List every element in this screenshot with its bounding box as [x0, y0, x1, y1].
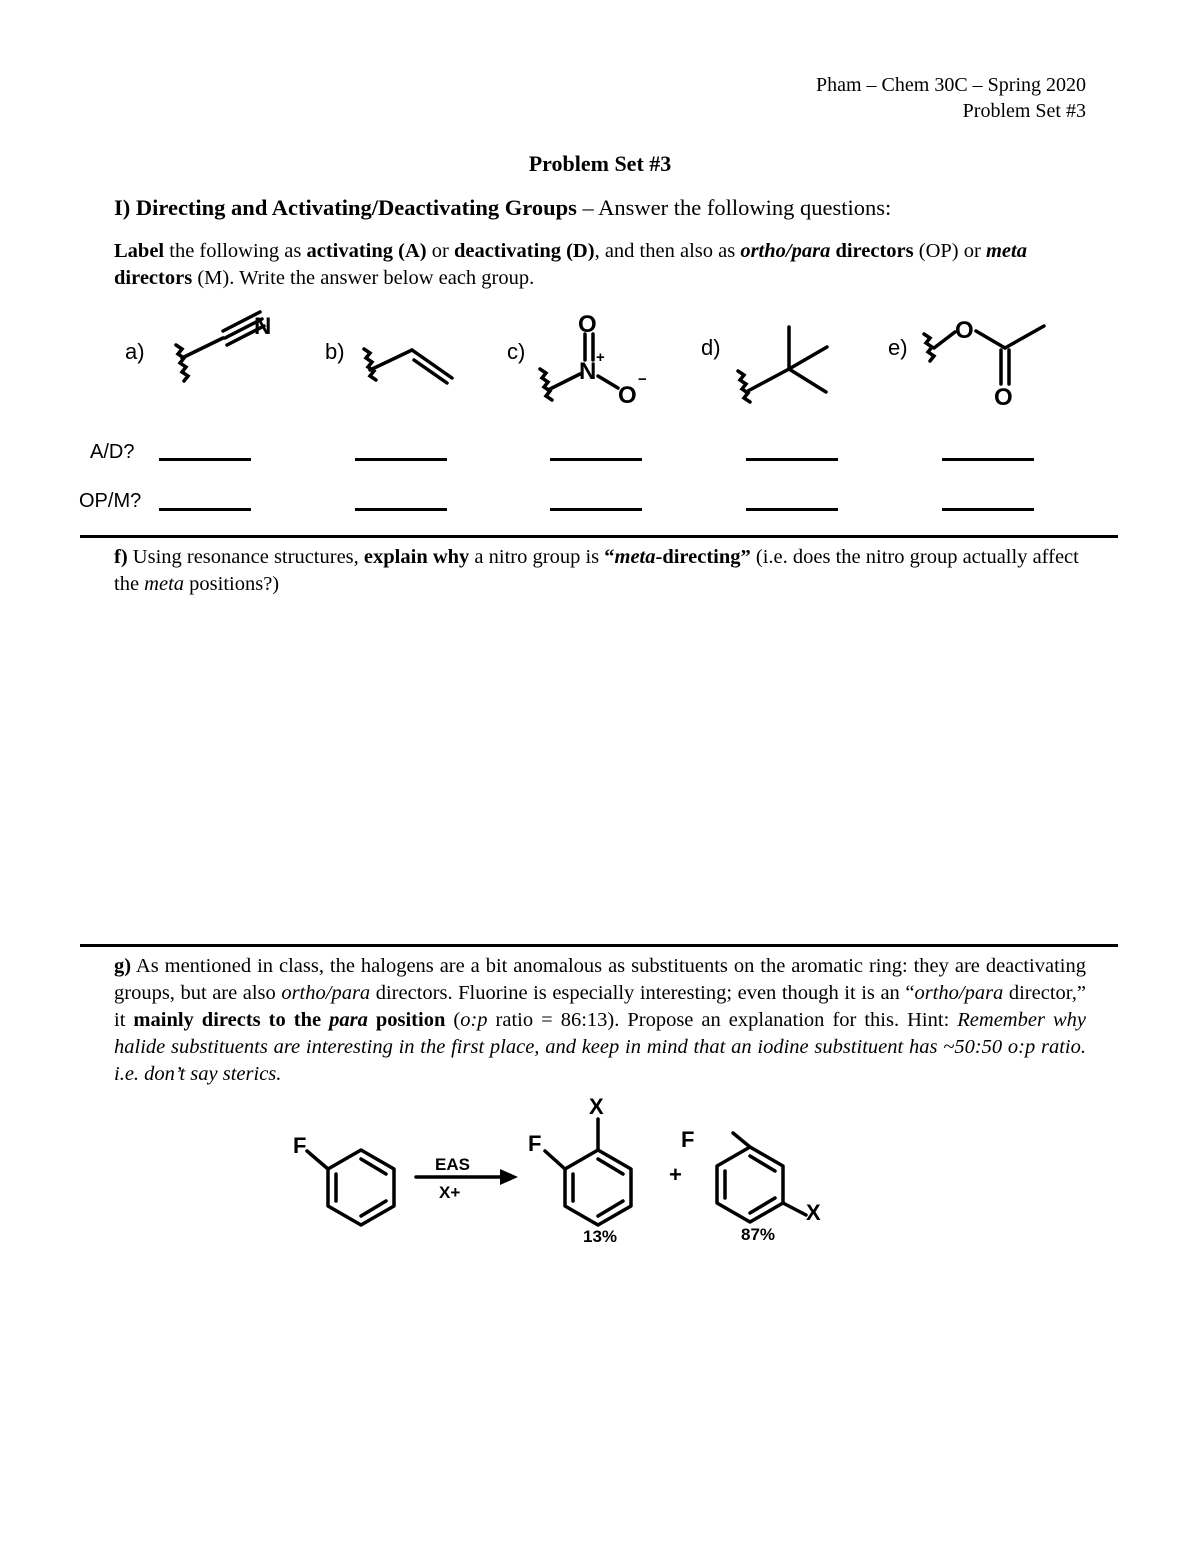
- para-percent: 87%: [741, 1225, 776, 1244]
- qg-t5: ratio = 86:13). Propose an explanation for this. Hint:: [487, 1009, 958, 1031]
- bond-b1: [370, 350, 412, 370]
- reaction-scheme: [0, 1085, 1200, 1260]
- bond-d4: [789, 369, 826, 392]
- qf-meta2: meta: [144, 573, 185, 595]
- instr-directors1: directors: [830, 240, 914, 262]
- qg-hint: Remember why halide substituents are interesting in the first place, and keep in mind that an iodine substituent has ~50:50 o:p ratio. i.e. don’t say sterics.: [114, 1009, 1086, 1085]
- qg-t4: (: [445, 1009, 461, 1031]
- ring-start: [328, 1150, 394, 1225]
- instr-t1: the following as: [164, 240, 307, 262]
- answer-ad-d[interactable]: [746, 458, 838, 461]
- arrow-label-top: EAS: [435, 1155, 470, 1174]
- qf-bold1: explain why: [363, 546, 470, 568]
- qf-qopen: “: [604, 546, 615, 568]
- question-g: [114, 953, 1086, 1088]
- arrow-head: [500, 1169, 518, 1185]
- atom-para-F: F: [681, 1127, 695, 1152]
- answer-ad-a[interactable]: [159, 458, 251, 461]
- bond-a1: [182, 338, 223, 358]
- ring-para: [717, 1147, 783, 1222]
- question-f: [114, 544, 1086, 598]
- bond-para-X: [783, 1203, 806, 1215]
- answer-ad-e[interactable]: [942, 458, 1034, 461]
- qg-ortho-para2: ortho/para: [914, 982, 1004, 1004]
- atom-c-O-right: O: [618, 382, 637, 409]
- qg-bold2: position: [367, 1009, 446, 1031]
- qg-t3: director,” it: [114, 982, 1086, 1031]
- header-pset: Problem Set #3: [962, 100, 1086, 122]
- bond-c3: [598, 376, 618, 388]
- instr-t2: or: [426, 240, 454, 262]
- bond-e3: [1005, 326, 1044, 348]
- qf-t4: positions?): [184, 573, 280, 595]
- squiggle-d: [738, 371, 750, 402]
- atom-ortho-X: X: [589, 1094, 604, 1119]
- arrow-label-bottom: X+: [439, 1183, 461, 1202]
- ortho-percent: 13%: [583, 1227, 618, 1246]
- section-heading-bold: I) Directing and Activating/Deactivating Groups: [114, 195, 577, 220]
- squiggle-c: [540, 369, 552, 400]
- answer-ad-c[interactable]: [550, 458, 642, 461]
- answer-opm-b[interactable]: [355, 508, 447, 511]
- instr-activating: activating (A): [306, 240, 427, 262]
- label-d: d): [701, 335, 721, 360]
- atom-c-O-top: O: [578, 311, 597, 338]
- instr-t3: , and then also as: [594, 240, 741, 262]
- instr-ortho-para: ortho/para: [740, 240, 831, 262]
- answer-opm-e[interactable]: [942, 508, 1034, 511]
- answer-opm-a[interactable]: [159, 508, 251, 511]
- plus-sign: +: [669, 1162, 682, 1187]
- bond-d3: [789, 347, 827, 369]
- qg-para: para: [329, 1009, 368, 1031]
- answer-opm-d[interactable]: [746, 508, 838, 511]
- header-course: Pham – Chem 30C – Spring 2020: [815, 74, 1086, 96]
- label-a: a): [125, 339, 145, 364]
- instr-label: Label: [114, 240, 165, 262]
- section-heading: [114, 195, 891, 221]
- atom-c-N: N: [579, 358, 597, 385]
- qf-t1: Using resonance structures,: [127, 546, 364, 568]
- opm-label: OP/M?: [79, 490, 142, 512]
- instr-deactivating: deactivating (D): [453, 240, 595, 262]
- divider-1: [80, 535, 1118, 538]
- label-b: b): [325, 339, 345, 364]
- qg-bold1: mainly directs to the: [133, 1009, 330, 1031]
- bond-ortho-F: [545, 1151, 565, 1169]
- answer-opm-c[interactable]: [550, 508, 642, 511]
- qf-t2: a nitro group is: [469, 546, 605, 568]
- bond-para-F: [733, 1133, 750, 1147]
- instructions: [114, 238, 1086, 292]
- bond-d1: [746, 369, 789, 392]
- label-e: e): [888, 335, 908, 360]
- qf-t3: (i.e. does the nitro group actually affect the: [114, 546, 1079, 595]
- qf-label: f): [114, 546, 128, 568]
- squiggle-b: [364, 349, 376, 380]
- charge-c-N: +: [596, 349, 605, 366]
- instr-t4: (OP) or: [913, 240, 986, 262]
- page-title: Problem Set #3: [528, 151, 672, 176]
- atom-e-O-ester: O: [955, 317, 974, 344]
- instr-t5: (M). Write the answer below each group.: [192, 267, 535, 289]
- qg-t2: directors. Fluorine is especially interesting; even though it is an “: [370, 982, 915, 1004]
- bond-e1: [934, 332, 955, 348]
- section-heading-rest: – Answer the following questions:: [576, 195, 892, 220]
- atom-start-F: F: [293, 1133, 307, 1158]
- atom-ortho-F: F: [528, 1131, 542, 1156]
- ring-ortho: [565, 1150, 631, 1225]
- qf-bold2: -directing: [655, 546, 741, 568]
- instr-directors2: directors: [114, 267, 193, 289]
- squiggle-a: [176, 345, 188, 381]
- instr-meta: meta: [985, 240, 1027, 262]
- qg-label: g): [114, 955, 132, 977]
- qg-op: o:p: [460, 1009, 488, 1031]
- atom-para-X: X: [806, 1200, 821, 1225]
- qg-ortho-para: ortho/para: [281, 982, 371, 1004]
- qf-qclose: ”: [740, 546, 751, 568]
- divider-2: [80, 944, 1118, 947]
- bond-start-F: [307, 1151, 328, 1169]
- bond-c1: [548, 374, 580, 390]
- atom-a-N: N: [254, 313, 272, 340]
- ad-label: A/D?: [90, 441, 135, 463]
- label-c: c): [507, 339, 526, 364]
- answer-ad-b[interactable]: [355, 458, 447, 461]
- qf-meta: meta: [614, 546, 656, 568]
- qg-t1: As mentioned in class, the halogens are a bit anomalous as substituents on the aromatic ring: they are deactivating groups, but are also: [114, 955, 1086, 1004]
- atom-e-O-carbonyl: O: [994, 384, 1013, 411]
- charge-c-O: −: [638, 371, 647, 388]
- answer-area-f[interactable]: [114, 610, 1086, 930]
- bond-e2: [976, 331, 1005, 348]
- substituent-structures: [0, 300, 1200, 425]
